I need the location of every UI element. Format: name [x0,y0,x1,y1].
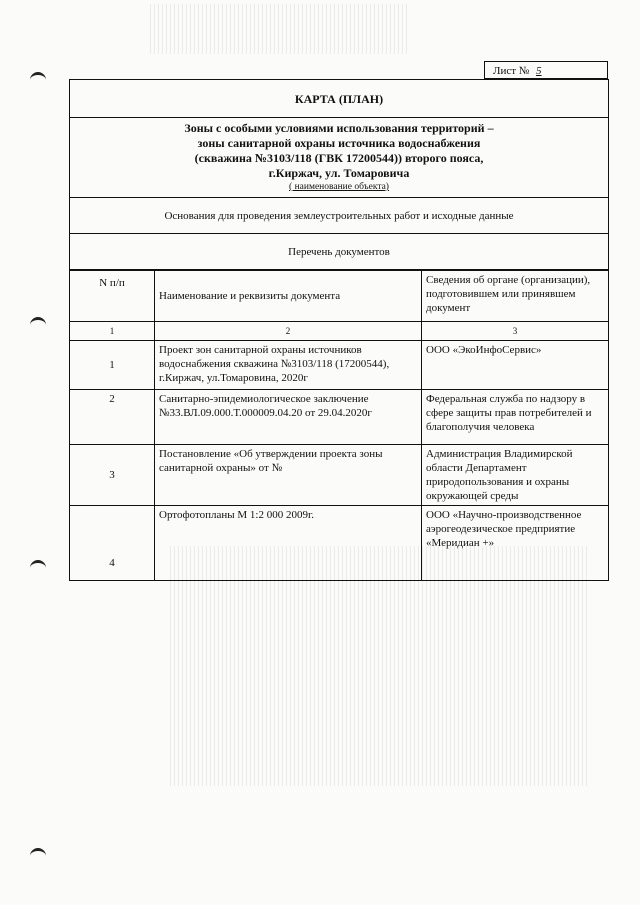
table-row [70,506,608,581]
object-caption: ( наименование объекта) [289,182,389,192]
document-org: Федеральная служба по надзору в сфере защиты прав потребителей и благополучия человека [422,390,609,445]
table-header-row [70,271,608,322]
row-number: 2 [70,390,155,445]
row-number: 3 [70,445,155,506]
binder-hole-mark [30,72,46,85]
header-num: N п/п [70,271,155,322]
column-index: 1 [70,322,155,341]
column-index: 3 [422,322,609,341]
map-plan-form [69,79,609,581]
binder-hole-mark [30,560,46,573]
object-line-1: Зоны с особыми условиями использования территорий – [184,121,494,135]
basis-heading: Основания для проведения землеустроительных работ и исходные данные [70,198,608,234]
row-number: 4 [70,506,155,581]
table-row [70,341,608,390]
object-line-4: г.Киржач, ул. Томаровича [268,166,410,180]
row-number: 1 [70,341,155,390]
header-name: Наименование и реквизиты документа [155,271,422,322]
header-org: Сведения об органе (организации), подготовившем или принявшем документ [422,271,609,322]
object-description [70,118,608,198]
table-row [70,390,608,445]
binder-hole-mark [30,848,46,861]
object-line-2: зоны санитарной охраны источника водоснабжения [197,136,481,150]
binder-hole-mark [30,317,46,330]
documents-heading: Перечень документов [70,234,608,270]
document-org: ООО «ЭкоИнфоСервис» [422,341,609,390]
object-line-3: (скважина №3103/118 (ГВК 17200544)) второго пояса, [194,151,484,165]
document-name: Ортофотопланы М 1:2 000 2009г. [155,506,422,581]
scan-noise [150,4,410,54]
document-org: Администрация Владимирской области Департамент природопользования и охраны окружающей среды [422,445,609,506]
document-name: Постановление «Об утверждении проекта зоны санитарной охраны» от № [155,445,422,506]
column-index-row [70,322,608,341]
document-name: Санитарно-эпидемиологическое заключение №33.ВЛ.09.000.Т.000009.04.20 от 29.04.2020г [155,390,422,445]
scan-noise [170,546,590,786]
sheet-number: 5 [536,65,542,77]
table-row [70,445,608,506]
document-name: Проект зон санитарной охраны источников водоснабжения скважина №3103/118 (17200544), г.Киржач, ул.Томаровина, 2020г [155,341,422,390]
document-org: ООО «Научно-производственное аэрогеодезическое предприятие «Меридиан +» [422,506,609,581]
documents-table [70,270,608,580]
column-index: 2 [155,322,422,341]
form-title: КАРТА (ПЛАН) [70,80,608,118]
sheet-number-box [484,61,608,79]
sheet-label: Лист № [493,65,530,77]
